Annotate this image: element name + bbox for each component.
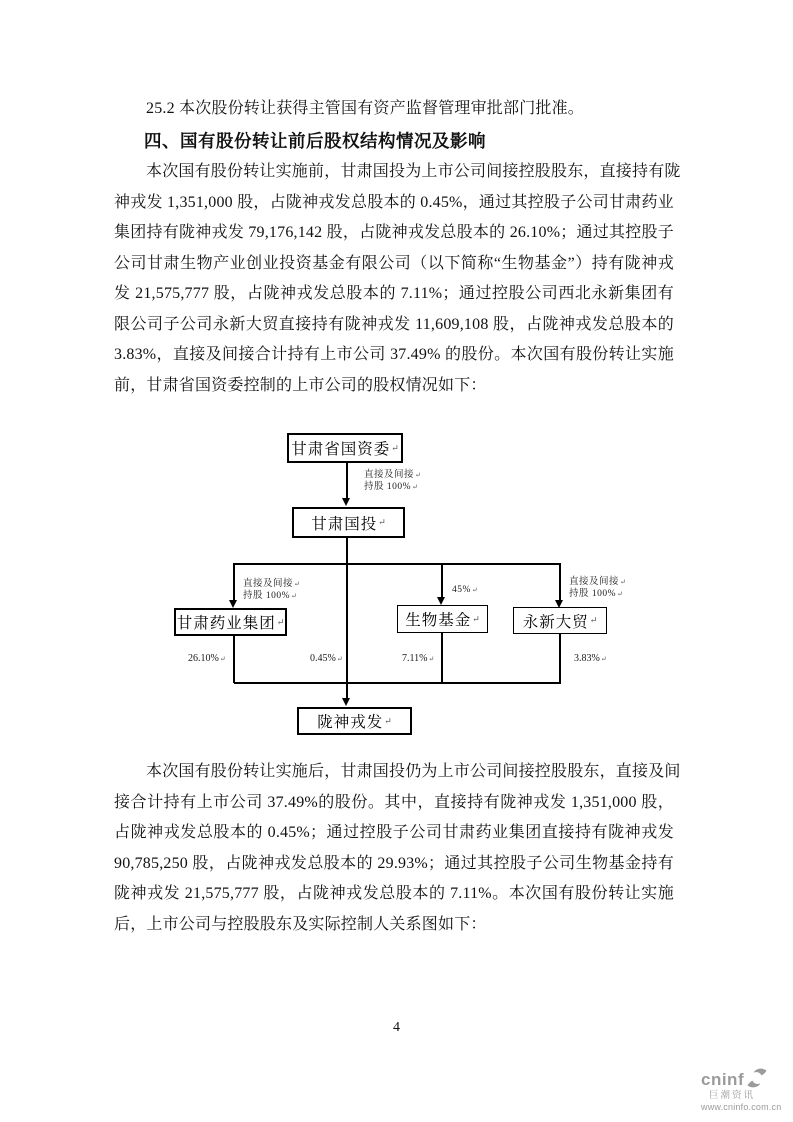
- return-mark: ↵: [589, 615, 598, 625]
- diagram-node-longshen: [297, 707, 412, 735]
- diagram-node-guotou: [292, 507, 405, 538]
- branch-top-line: [234, 563, 561, 565]
- pct-value: 3.83%: [574, 653, 600, 664]
- para1-line: 本次国有股份转让实施前，甘肃国投为上市公司间接控股股东，直接持有陇: [146, 163, 681, 180]
- para1-line: 3.83%，直接及间接合计持有上市公司 37.49% 的股份。本次国有股份转让实施: [114, 346, 674, 363]
- label-hold-100: 持股 100%: [364, 481, 412, 492]
- branch-bottom-line: [234, 682, 561, 684]
- pct-value: 7.11%: [402, 653, 428, 664]
- return-mark: ↵: [291, 591, 297, 600]
- node-label: 永新大贸: [522, 613, 589, 631]
- node-label: 生物基金: [405, 612, 472, 629]
- pct-label-pharma: [188, 653, 226, 664]
- cninfo-logo-url: www.cninfo.com.cn: [701, 1102, 782, 1112]
- section-heading-wrap: [114, 126, 674, 157]
- return-mark: ↵: [415, 471, 421, 479]
- return-mark: ↵: [428, 655, 435, 663]
- para2-line: 占陇神戎发总股本的 0.45%；通过控股子公司甘肃药业集团直接持有陇神戎发: [114, 824, 674, 841]
- para2-line: 陇神戎发 21,575,777 股，占陇神戎发总股本的 7.11%。本次国有股份转让实施: [114, 885, 674, 902]
- connector-guotou-direct: [346, 563, 348, 683]
- arrowhead-guotou: [342, 498, 350, 506]
- node-label: 甘肃药业集团: [176, 615, 276, 632]
- pct-label-yongxin: [574, 653, 607, 664]
- para1-line: 公司甘肃生物产业创业投资基金有限公司（以下简称“生物基金”）持有陇神戎: [114, 254, 674, 272]
- edge-label-sasac-guotou: [364, 470, 421, 493]
- connector-yongxin-down: [559, 634, 561, 683]
- node-label: 甘肃省国资委: [291, 441, 391, 458]
- label-direct-indirect: 直接及间接: [569, 577, 620, 587]
- connector-sasac-guotou: [346, 463, 348, 499]
- para1-line: 限公司子公司永新大贸直接持有陇神戎发 11,609,108 股，占陇神戎发总股本的: [114, 315, 674, 333]
- node-label: 陇神戎发: [317, 714, 384, 731]
- connector-branch-yongxin: [559, 563, 561, 601]
- edge-label-guotou-yongxin: [569, 577, 626, 600]
- paragraph-before-transfer: [114, 157, 681, 401]
- cninfo-logo-chinese: 巨潮资讯: [708, 1091, 755, 1101]
- section-heading: 四、国有股份转让前后股权结构情况及影响: [144, 131, 486, 151]
- diagram-node-yongxin: [513, 607, 607, 634]
- connector-branch-pharma: [233, 563, 235, 601]
- para1-line: 集团持有陇神戎发 79,176,142 股，占陇神戎发总股本的 26.10%；通过其控股子: [114, 224, 674, 241]
- return-mark: ↵: [378, 517, 386, 527]
- clause-25-2-text: 25.2 本次股份转让获得主管国有资产监督管理审批部门批准。: [146, 100, 585, 117]
- pct-label-biofund: [402, 653, 434, 664]
- cninfo-swirl-icon: [745, 1067, 769, 1089]
- label-45pct: 45%: [452, 585, 471, 595]
- label-direct-indirect: 直接及间接: [243, 579, 294, 589]
- label-hold-100: 持股 100%: [243, 590, 291, 601]
- pct-value: 0.45%: [310, 653, 336, 664]
- return-mark: ↵: [391, 442, 399, 453]
- label-direct-indirect: 直接及间接: [364, 470, 415, 480]
- diagram-node-pharma: [174, 608, 287, 636]
- return-mark: ↵: [219, 655, 226, 663]
- arrowhead-longshen: [342, 698, 350, 706]
- return-mark: ↵: [336, 655, 343, 663]
- para2-line: 90,785,250 股，占陇神戎发总股本的 29.93%；通过其控股子公司生物基金持有: [114, 854, 674, 872]
- return-mark: ↵: [617, 589, 623, 598]
- arrowhead-pharma: [229, 600, 237, 608]
- node-label: 甘肃国投: [311, 515, 378, 533]
- return-mark: ↵: [294, 580, 300, 588]
- para1-line: 神戎发 1,351,000 股，占陇神戎发总股本的 0.45%，通过其控股子公司甘肃药业: [114, 193, 674, 211]
- diagram-node-biofund: [397, 605, 488, 633]
- paragraph-after-transfer: [114, 757, 681, 940]
- connector-branch-biofund: [441, 563, 443, 598]
- cninfo-logo-row: [701, 1069, 791, 1091]
- return-mark: ↵: [471, 586, 478, 594]
- para2-line: 接合计持有上市公司 37.49%的股份。其中，直接持有陇神戎发 1,351,000 股，: [114, 793, 674, 811]
- para1-line: 发 21,575,777 股，占陇神戎发总股本的 7.11%；通过控股公司西北永新集团有: [114, 285, 674, 302]
- edge-label-guotou-pharma: [243, 579, 300, 602]
- connector-biofund-down: [441, 633, 443, 683]
- para2-line: 后，上市公司与控股股东及实际控制人关系图如下：: [114, 915, 487, 933]
- diagram-node-sasac: [287, 433, 403, 463]
- edge-label-guotou-biofund: [452, 585, 478, 597]
- para1-line: 前，甘肃省国资委控制的上市公司的股权情况如下：: [114, 376, 487, 394]
- arrowhead-biofund: [437, 597, 445, 605]
- pct-label-guotou: [310, 653, 343, 664]
- return-mark: ↵: [620, 578, 626, 586]
- label-hold-100: 持股 100%: [569, 588, 617, 599]
- pct-value: 26.10%: [188, 653, 219, 664]
- connector-guotou-branch: [346, 538, 348, 564]
- cninfo-logo: [701, 1069, 791, 1112]
- arrowhead-yongxin: [555, 600, 563, 608]
- connector-to-longshen: [346, 682, 348, 699]
- page-number: 4: [393, 1020, 400, 1035]
- cninfo-logo-text: cninf: [701, 1070, 745, 1089]
- return-mark: ↵: [384, 715, 392, 726]
- clause-25-2: [114, 94, 674, 125]
- return-mark: ↵: [412, 482, 418, 491]
- return-mark: ↵: [276, 616, 285, 627]
- return-mark: ↵: [472, 613, 480, 624]
- return-mark: ↵: [600, 655, 607, 663]
- para2-line: 本次国有股份转让实施后，甘肃国投仍为上市公司间接控股股东，直接及间: [146, 763, 681, 780]
- connector-pharma-down: [233, 636, 235, 683]
